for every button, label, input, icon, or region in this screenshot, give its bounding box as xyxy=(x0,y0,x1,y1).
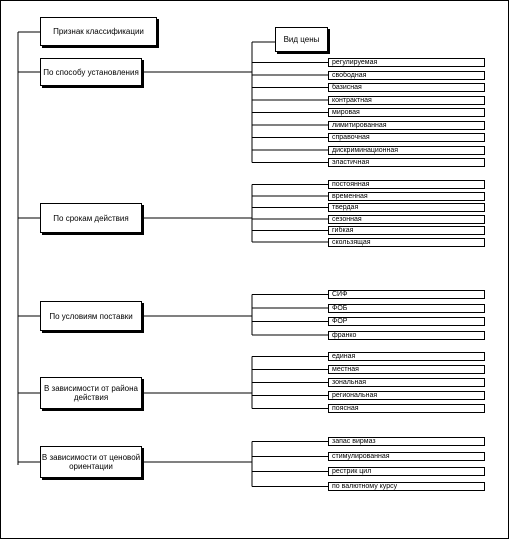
price-type-header-node: Вид цены xyxy=(275,27,328,52)
group-node-4: В зависимости от района действия xyxy=(40,377,142,409)
price-type-item: зональная xyxy=(328,378,485,387)
price-type-item: запас вирмаз xyxy=(328,437,485,446)
price-type-item: рестрик цил xyxy=(328,467,485,476)
price-type-item: региональная xyxy=(328,391,485,400)
group-node-3: По условиям поставки xyxy=(40,301,142,331)
group-node-5: В зависимости от ценовой ориентации xyxy=(40,446,142,478)
price-type-item: ФОБ xyxy=(328,304,485,313)
price-type-item: базисная xyxy=(328,83,485,92)
price-type-item: контрактная xyxy=(328,96,485,105)
price-type-item: свободная xyxy=(328,71,485,80)
price-type-item: дискриминационная xyxy=(328,146,485,155)
price-type-item: эластичная xyxy=(328,158,485,167)
price-type-item: франко xyxy=(328,331,485,340)
group-node-2: По срокам действия xyxy=(40,203,142,233)
price-type-item: постоянная xyxy=(328,180,485,189)
price-type-item: мировая xyxy=(328,108,485,117)
price-type-item: твердая xyxy=(328,203,485,212)
price-type-item: лимитированная xyxy=(328,121,485,130)
price-type-item: ФОР xyxy=(328,317,485,326)
price-type-item: скользящая xyxy=(328,238,485,247)
price-type-item: регулируемая xyxy=(328,58,485,67)
price-type-item: гибкая xyxy=(328,226,485,235)
price-type-item: единая xyxy=(328,352,485,361)
price-type-item: стимулированная xyxy=(328,452,485,461)
price-type-item: сезонная xyxy=(328,215,485,224)
price-type-item: СИФ xyxy=(328,290,485,299)
price-type-item: местная xyxy=(328,365,485,374)
price-type-item: справочная xyxy=(328,133,485,142)
price-type-item: по валютному курсу xyxy=(328,482,485,491)
price-type-item: поясная xyxy=(328,404,485,413)
price-type-item: временная xyxy=(328,192,485,201)
group-node-1: По способу установления xyxy=(40,58,142,86)
classification-title-node: Признак классификации xyxy=(40,17,157,46)
